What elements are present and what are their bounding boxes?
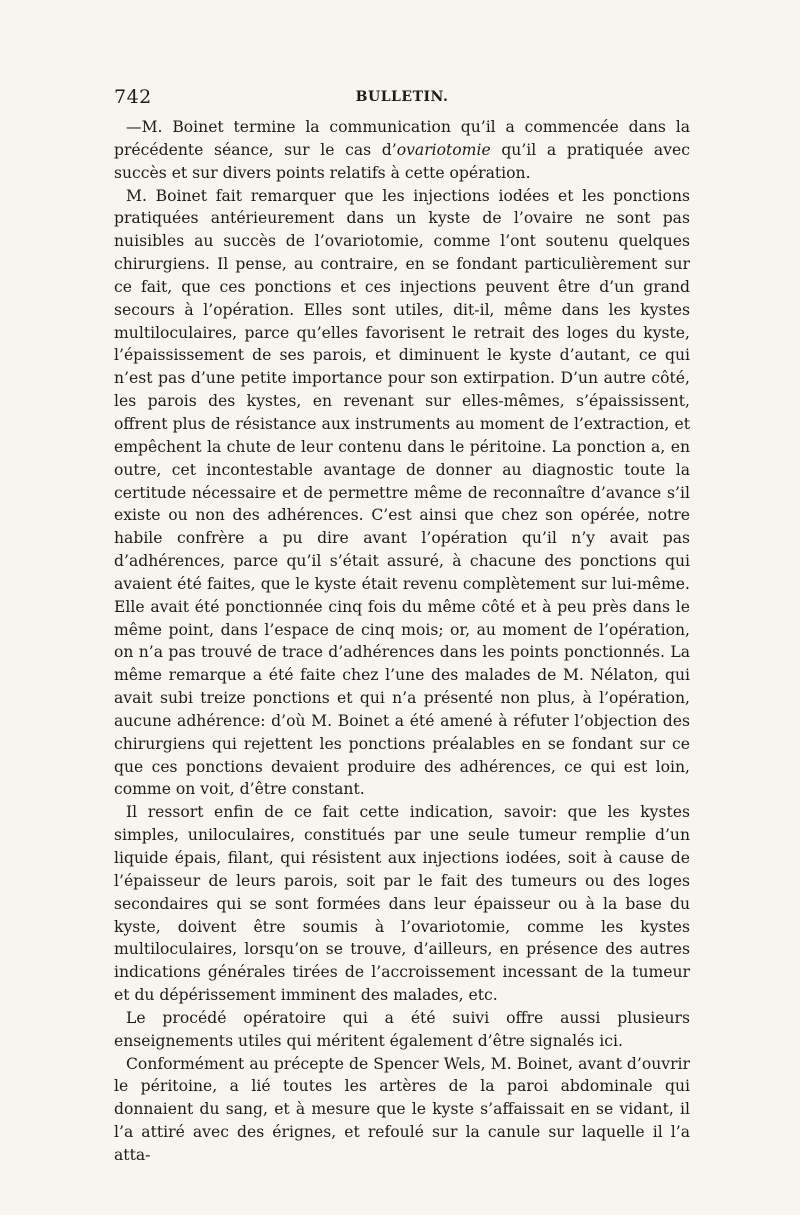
paragraph-spencer-wels: Conformément au précepte de Spencer Wels, M. Boinet, avant d’ouvrir le péritoine, a lié toutes les artères de la paroi abdominale qui donnaient du sang, et à mesure que le kyste s’affaissait en se vidant, il l’a attiré avec des érignes, et refoulé sur la canule sur laquelle il l’a atta- <box>114 1054 690 1164</box>
emphasis-ovariotomie: ovariotomie <box>396 140 491 159</box>
paragraph-intro <box>114 116 690 185</box>
page-header <box>114 86 690 116</box>
running-title: BULLETIN. <box>355 89 449 105</box>
paragraph-intro-after: qu’il a pratiquée avec succès et sur divers points relatifs à cette opération. <box>114 140 690 182</box>
paragraph-intro-before: —M. Boinet termine la communication qu’il a commencée dans la précédente séance, sur le cas d’ <box>114 118 690 159</box>
paragraph-indication: Il ressort enfin de ce fait cette indication, savoir: que les kystes simples, uniloculaires, constitués par une seule tumeur remplie d’un liquide épais, filant, qui résistent aux injections iodées, soit à cause de l’épaisseur de leurs parois, soit par le fait des tumeurs ou des loges secondaires qui se sont formées dans leur épaisseur ou à la base du kyste, doivent être soumis à l’ovariotomie, comme les kystes multiloculaires, lorsqu’on se trouve, d’ailleurs, en présence des autres indications générales tirées de l’accroissement incessant de la tumeur et du dépérissement imminent des malades, etc. <box>114 803 690 1005</box>
body-text <box>114 116 690 1167</box>
page-number: 742 <box>114 86 152 108</box>
paragraph-injections: M. Boinet fait remarquer que les injections iodées et les ponctions pratiquées antérieurement dans un kyste de l’ovaire ne sont pas nuisibles au succès de l’ovariotomie, comme l’ont soutenu quelques chirurgiens. Il pense, au contraire, en se fondant particulièrement sur ce fait, que ces ponctions et ces injections peuvent être d’un grand secours à l’opération. Elles sont utiles, dit-il, même dans les kystes multiloculaires, parce qu’elles favorisent le retrait des loges du kyste, l’épaississement de ses parois, et diminuent le kyste d’autant, ce qui n’est pas d’une petite importance pour son extirpation. D’un autre côté, les parois des kystes, en revenant sur elles-mêmes, s’épaississent, offrent plus de résistance aux instruments au moment de l’extraction, et empêchent la chute de leur contenu dans le péritoine. La ponction a, en outre, cet incontestable avantage de donner au diagnostic toute la certitude nécessaire et de permettre même de reconnaître d’avance s’il existe ou non des adhérences. C’est ainsi que chez son opérée, notre habile confrère a pu dire avant l’opération qu’il n’y avait pas d’adhérences, parce qu’il s’était assuré, à chacune des ponctions qui avaient été faites, que le kyste était revenu complètement sur lui-même. Elle avait été ponctionnée cinq fois du même côté et à peu près dans le même point, dans l’espace de cinq mois; or, au moment de l’opération, on n’a pas trouvé de trace d’adhérences dans les points ponctionnés. La même remarque a été faite chez l’une des malades de M. Nélaton, qui avait subi treize ponctions et qui n’a présenté non plus, à l’opération, aucune adhérence: d’où M. Boinet a été amené à réfuter l’objection des chirurgiens qui rejettent les ponctions préalables en se fondant sur ce que ces ponctions devaient produire des adhérences, ce qui est loin, comme on voit, d’être constant. <box>114 186 690 799</box>
book-page <box>114 86 690 1167</box>
paragraph-procedure: Le procédé opératoire qui a été suivi offre aussi plusieurs enseignements utiles qui méritent également d’être signalés ici. <box>114 1008 690 1050</box>
